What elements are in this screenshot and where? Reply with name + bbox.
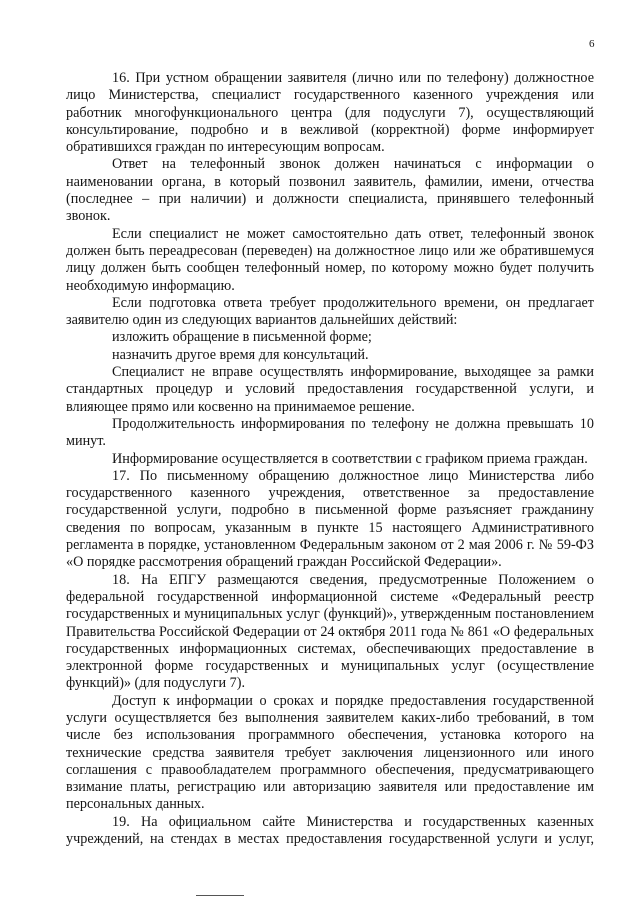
- paragraph-long-answer: Если подготовка ответа требует продолжительного времени, он предлагает заявителю один из следующих вариантов дальнейших действий:: [66, 294, 594, 329]
- paragraph-schedule: Информирование осуществляется в соответствии с графиком приема граждан.: [112, 450, 588, 467]
- paragraph-duration: Продолжительность информирования по телефону не должна превышать 10 минут.: [66, 415, 594, 450]
- page-number: 6: [589, 38, 595, 50]
- paragraph-16: 16. При устном обращении заявителя (лично или по телефону) должностное лицо Министерства, специалист государственного казенного учреждения или работник многофункционального центра (для подуслуги 7), осуществляющий консультирование, подробно и в вежливой (корректной) форме информирует обратившихся граждан по интересующим вопросам.: [66, 70, 594, 156]
- footer-rule: [196, 895, 244, 896]
- paragraph-phone-answer: Ответ на телефонный звонок должен начинаться с информации о наименовании органа, в который позвонил заявитель, фамилии, имени, отчества (последнее – при наличии) и должности специалиста, принявшего телефонный звонок.: [66, 156, 594, 225]
- list-item-written-form: изложить обращение в письменной форме;: [112, 329, 372, 346]
- paragraph-18: 18. На ЕПГУ размещаются сведения, предусмотренные Положением о федеральной государственной информационной системе «Федеральный реестр государственных и муниципальных услуг (функций)», утвержденным постановлением Правительства Российской Федерации от 24 октября 2011 года № 861 «О федеральных государственных информационных системах, обеспечивающих предоставление в электронной форме государственных и муниципальных услуг (осуществление функций)» (для подуслуги 7).: [66, 571, 594, 692]
- paragraph-19: 19. На официальном сайте Министерства и государственных казенных учреждений, на стендах в местах предоставления государственной услуги и услуг,: [66, 813, 594, 848]
- paragraph-specialist-limits: Специалист не вправе осуществлять информирование, выходящее за рамки стандартных процедур и условий предоставления государственной услуги, и влияющее прямо или косвенно на принимаемое решение.: [66, 364, 594, 415]
- paragraph-17: 17. По письменному обращению должностное лицо Министерства либо государственного казенного учреждения, ответственное за предоставление государственной услуги, подробно в письменной форме разъясняет гражданину сведения по вопросам, указанным в пункте 15 настоящего Административного регламента в порядке, установленном Федеральным законом от 2 мая 2006 г. № 59-ФЗ «О порядке рассмотрения обращений граждан Российской Федерации».: [66, 467, 594, 571]
- list-item-other-time: назначить другое время для консультаций.: [112, 346, 369, 363]
- paragraph-redirect: Если специалист не может самостоятельно дать ответ, телефонный звонок должен быть переадресован (переведен) на должностное лицо или же обратившемуся лицу должен быть сообщен телефонный номер, по которому можно будет получить необходимую информацию.: [66, 225, 594, 294]
- paragraph-access: Доступ к информации о сроках и порядке предоставления государственной услуги осуществляется без выполнения заявителем каких-либо требований, в том числе без использования программного обеспечения, установка которого на технические средства заявителя требует заключения лицензионного или иного соглашения с правообладателем программного обеспечения, предусматривающего взимание платы, регистрацию или авторизацию заявителя или предоставление им персональных данных.: [66, 692, 594, 813]
- document-body: [66, 70, 594, 848]
